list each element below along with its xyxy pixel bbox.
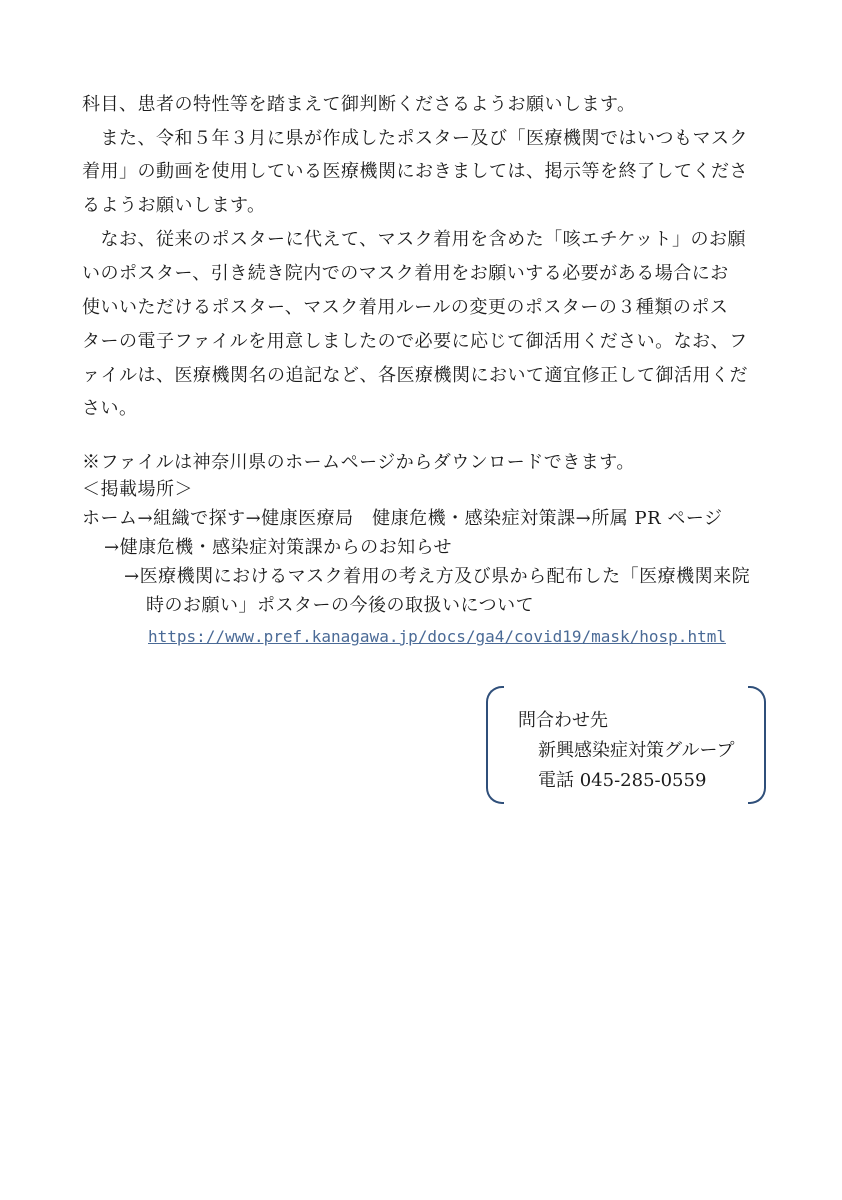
download-url-link[interactable]: https://www.pref.kanagawa.jp/docs/ga4/covid19/mask/hosp.html: [148, 627, 726, 646]
body-line: なお、従来のポスターに代えて、マスク着用を含めた「咳エチケット」のお願: [82, 229, 747, 250]
location-heading: ＜掲載場所＞: [82, 479, 193, 500]
body-line: ターの電子ファイルを用意しましたので必要に応じて御活用ください。なお、フ: [82, 331, 748, 352]
body-line: いのポスター、引き続き院内でのマスク着用をお願いする必要がある場合にお: [82, 263, 729, 284]
body-line: 科目、患者の特性等を踏まえて御判断くださるようお願いします。: [82, 94, 636, 115]
navigation-path-step: →医療機関におけるマスク着用の考え方及び県から配布した「医療機関来院: [124, 566, 751, 587]
body-line: 使いいただけるポスター、マスク着用ルールの変更のポスターの３種類のポス: [82, 297, 729, 318]
body-line: るようお願いします。: [82, 195, 266, 216]
right-bracket: [748, 686, 766, 804]
contact-group: 新興感染症対策グループ: [538, 740, 735, 761]
body-line: 着用」の動画を使用している医療機関におきましては、掲示等を終了してくださ: [82, 161, 748, 182]
body-line: また、令和５年３月に県が作成したポスター及び「医療機関ではいつもマスク: [82, 128, 748, 149]
body-line: ァイルは、医療機関名の追記など、各医療機関において適宜修正して御活用くだ: [82, 365, 748, 386]
contact-box: [486, 686, 766, 806]
contact-phone: 電話 045-285-0559: [538, 770, 707, 791]
body-line: さい。: [82, 398, 138, 419]
navigation-path-step: →健康危機・感染症対策課からのお知らせ: [104, 537, 453, 558]
left-bracket: [486, 686, 504, 804]
contact-title: 問合わせ先: [518, 710, 608, 731]
navigation-path-step-continued: 時のお願い」ポスターの今後の取扱いについて: [146, 595, 535, 616]
download-note: ※ファイルは神奈川県のホームページからダウンロードできます。: [82, 452, 635, 473]
navigation-path: ホーム→組織で探す→健康医療局 健康危機・感染症対策課→所属 PR ページ: [82, 508, 723, 529]
